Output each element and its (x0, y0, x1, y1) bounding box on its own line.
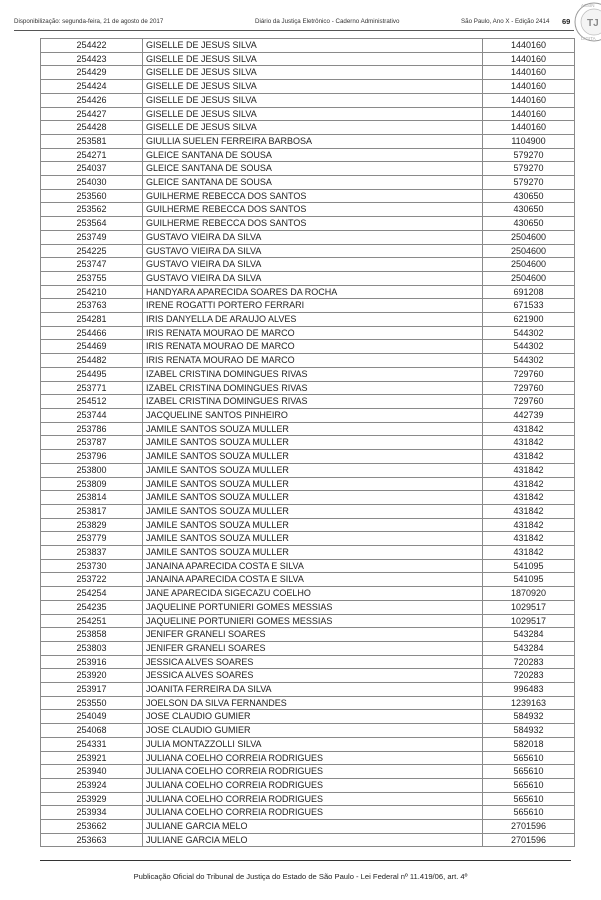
table-row (41, 203, 575, 217)
row-code: 254428 (41, 121, 143, 135)
table-row (41, 299, 575, 313)
row-name: GISELLE DE JESUS SILVA (143, 52, 483, 66)
row-value: 1440160 (483, 93, 575, 107)
row-value: 691208 (483, 285, 575, 299)
row-value: 431842 (483, 463, 575, 477)
row-code: 253662 (41, 820, 143, 834)
row-code: 254235 (41, 600, 143, 614)
table-row (41, 655, 575, 669)
table-row (41, 52, 575, 66)
row-name: JANE APARECIDA SIGECAZU COELHO (143, 587, 483, 601)
row-code: 254429 (41, 66, 143, 80)
row-name: JESSICA ALVES SOARES (143, 669, 483, 683)
table-row (41, 833, 575, 847)
row-code: 253663 (41, 833, 143, 847)
row-value: 579270 (483, 176, 575, 190)
row-code: 253829 (41, 518, 143, 532)
row-code: 254466 (41, 326, 143, 340)
table-row (41, 326, 575, 340)
row-value: 543284 (483, 641, 575, 655)
row-name: JAQUELINE PORTUNIERI GOMES MESSIAS (143, 600, 483, 614)
row-code: 254482 (41, 354, 143, 368)
row-code: 253744 (41, 408, 143, 422)
row-value: 430650 (483, 217, 575, 231)
row-name: JAMILE SANTOS SOUZA MULLER (143, 518, 483, 532)
row-name: GISELLE DE JESUS SILVA (143, 39, 483, 53)
row-value: 1029517 (483, 600, 575, 614)
table-row (41, 422, 575, 436)
row-code: 253747 (41, 258, 143, 272)
row-value: 431842 (483, 546, 575, 560)
row-name: JAMILE SANTOS SOUZA MULLER (143, 546, 483, 560)
page-number: 69 (562, 17, 571, 26)
row-name: GUSTAVO VIEIRA DA SILVA (143, 230, 483, 244)
row-code: 253722 (41, 573, 143, 587)
table-row (41, 504, 575, 518)
table-row (41, 436, 575, 450)
row-code: 253786 (41, 422, 143, 436)
row-value: 671533 (483, 299, 575, 313)
row-name: GUSTAVO VIEIRA DA SILVA (143, 271, 483, 285)
row-name: JACQUELINE SANTOS PINHEIRO (143, 408, 483, 422)
table-row (41, 614, 575, 628)
row-value: 2504600 (483, 258, 575, 272)
row-name: IRIS RENATA MOURAO DE MARCO (143, 354, 483, 368)
row-value: 1440160 (483, 66, 575, 80)
row-value: 431842 (483, 504, 575, 518)
row-code: 253934 (41, 806, 143, 820)
row-value: 431842 (483, 518, 575, 532)
row-name: JAMILE SANTOS SOUZA MULLER (143, 491, 483, 505)
row-code: 253803 (41, 641, 143, 655)
footer-divider (40, 860, 571, 861)
row-code: 253771 (41, 381, 143, 395)
table-row (41, 820, 575, 834)
table-row (41, 80, 575, 94)
row-value: 621900 (483, 313, 575, 327)
row-code: 254049 (41, 710, 143, 724)
table-row (41, 395, 575, 409)
row-value: 2504600 (483, 271, 575, 285)
table-row (41, 66, 575, 80)
table-row (41, 121, 575, 135)
row-code: 253800 (41, 463, 143, 477)
row-code: 253929 (41, 792, 143, 806)
row-name: JULIANE GARCIA MELO (143, 833, 483, 847)
row-name: IRIS RENATA MOURAO DE MARCO (143, 340, 483, 354)
table-row (41, 107, 575, 121)
row-name: JESSICA ALVES SOARES (143, 655, 483, 669)
table-row (41, 778, 575, 792)
row-code: 253921 (41, 751, 143, 765)
row-code: 253817 (41, 504, 143, 518)
row-name: JENIFER GRANELI SOARES (143, 628, 483, 642)
table-row (41, 532, 575, 546)
row-name: JAMILE SANTOS SOUZA MULLER (143, 477, 483, 491)
row-code: 254331 (41, 737, 143, 751)
table-row (41, 176, 575, 190)
row-value: 431842 (483, 436, 575, 450)
row-code: 254068 (41, 724, 143, 738)
row-name: JOSE CLAUDIO GUMIER (143, 710, 483, 724)
row-value: 544302 (483, 340, 575, 354)
row-name: JANAINA APARECIDA COSTA E SILVA (143, 559, 483, 573)
row-name: IRENE ROGATTI PORTERO FERRARI (143, 299, 483, 313)
row-value: 720283 (483, 669, 575, 683)
row-code: 253749 (41, 230, 143, 244)
row-value: 541095 (483, 559, 575, 573)
page-header (0, 0, 601, 30)
row-code: 254427 (41, 107, 143, 121)
row-code: 254251 (41, 614, 143, 628)
row-code: 254423 (41, 52, 143, 66)
row-code: 253581 (41, 134, 143, 148)
row-value: 544302 (483, 326, 575, 340)
table-row (41, 724, 575, 738)
row-code: 253924 (41, 778, 143, 792)
table-row (41, 491, 575, 505)
row-value: 565610 (483, 806, 575, 820)
row-name: JAMILE SANTOS SOUZA MULLER (143, 436, 483, 450)
row-code: 254495 (41, 367, 143, 381)
row-name: GUILHERME REBECCA DOS SANTOS (143, 203, 483, 217)
table-row (41, 559, 575, 573)
seal-top-text: ASSIN (581, 3, 595, 8)
table-row (41, 669, 575, 683)
table-row (41, 628, 575, 642)
table-row (41, 765, 575, 779)
row-name: IRIS RENATA MOURAO DE MARCO (143, 326, 483, 340)
row-code: 254030 (41, 176, 143, 190)
row-name: IRIS DANYELLA DE ARAUJO ALVES (143, 313, 483, 327)
row-name: JOSE CLAUDIO GUMIER (143, 724, 483, 738)
row-name: JULIANA COELHO CORREIA RODRIGUES (143, 778, 483, 792)
row-value: 543284 (483, 628, 575, 642)
publication-date: Disponibilização: segunda-feira, 21 de agosto de 2017 (14, 18, 164, 25)
table-row (41, 162, 575, 176)
records-table-body (41, 39, 575, 847)
row-name: GLEICE SANTANA DE SOUSA (143, 148, 483, 162)
table-row (41, 806, 575, 820)
row-name: JULIANA COELHO CORREIA RODRIGUES (143, 751, 483, 765)
table-row (41, 354, 575, 368)
row-name: IZABEL CRISTINA DOMINGUES RIVAS (143, 395, 483, 409)
row-value: 1029517 (483, 614, 575, 628)
table-row (41, 271, 575, 285)
row-value: 579270 (483, 162, 575, 176)
row-value: 431842 (483, 477, 575, 491)
row-name: JAMILE SANTOS SOUZA MULLER (143, 532, 483, 546)
table-row (41, 600, 575, 614)
row-value: 579270 (483, 148, 575, 162)
row-code: 253550 (41, 696, 143, 710)
table-row (41, 477, 575, 491)
row-value: 1104900 (483, 134, 575, 148)
row-value: 729760 (483, 381, 575, 395)
row-name: IZABEL CRISTINA DOMINGUES RIVAS (143, 367, 483, 381)
row-value: 584932 (483, 724, 575, 738)
row-code: 253562 (41, 203, 143, 217)
row-name: GUILHERME REBECCA DOS SANTOS (143, 189, 483, 203)
row-code: 253755 (41, 271, 143, 285)
table-row (41, 189, 575, 203)
row-name: JAMILE SANTOS SOUZA MULLER (143, 463, 483, 477)
row-code: 254422 (41, 39, 143, 53)
table-row (41, 367, 575, 381)
row-code: 253917 (41, 683, 143, 697)
row-value: 565610 (483, 751, 575, 765)
table-row (41, 39, 575, 53)
row-value: 565610 (483, 792, 575, 806)
row-code: 254271 (41, 148, 143, 162)
row-code: 254424 (41, 80, 143, 94)
row-name: JAMILE SANTOS SOUZA MULLER (143, 450, 483, 464)
row-value: 720283 (483, 655, 575, 669)
row-value: 442739 (483, 408, 575, 422)
row-value: 729760 (483, 367, 575, 381)
row-code: 253814 (41, 491, 143, 505)
row-code: 253837 (41, 546, 143, 560)
row-value: 431842 (483, 422, 575, 436)
row-value: 1870920 (483, 587, 575, 601)
row-code: 253796 (41, 450, 143, 464)
page-footer: Publicação Oficial do Tribunal de Justiça do Estado de São Paulo - Lei Federal nº 11.419/06, art. 4º (133, 872, 468, 881)
row-name: GUILHERME REBECCA DOS SANTOS (143, 217, 483, 231)
row-code: 253763 (41, 299, 143, 313)
seal-bottom-text: DIGITA (581, 36, 596, 41)
row-name: JOANITA FERREIRA DA SILVA (143, 683, 483, 697)
row-name: JULIA MONTAZZOLLI SILVA (143, 737, 483, 751)
table-row (41, 463, 575, 477)
row-name: GISELLE DE JESUS SILVA (143, 80, 483, 94)
row-name: GLEICE SANTANA DE SOUSA (143, 162, 483, 176)
row-value: 431842 (483, 532, 575, 546)
row-name: JULIANA COELHO CORREIA RODRIGUES (143, 765, 483, 779)
row-value: 2504600 (483, 230, 575, 244)
row-value: 1440160 (483, 121, 575, 135)
table-row (41, 244, 575, 258)
table-row (41, 230, 575, 244)
row-name: GIULLIA SUELEN FERREIRA BARBOSA (143, 134, 483, 148)
row-name: JAMILE SANTOS SOUZA MULLER (143, 504, 483, 518)
row-code: 253858 (41, 628, 143, 642)
table-row (41, 792, 575, 806)
row-name: JAQUELINE PORTUNIERI GOMES MESSIAS (143, 614, 483, 628)
edition-info: São Paulo, Ano X - Edição 2414 (461, 18, 550, 25)
row-value: 584932 (483, 710, 575, 724)
table-row (41, 710, 575, 724)
table-row (41, 313, 575, 327)
table-row (41, 641, 575, 655)
row-value: 430650 (483, 203, 575, 217)
row-code: 253730 (41, 559, 143, 573)
table-row (41, 134, 575, 148)
table-row (41, 546, 575, 560)
row-code: 254426 (41, 93, 143, 107)
row-code: 254210 (41, 285, 143, 299)
row-value: 996483 (483, 683, 575, 697)
row-value: 1239163 (483, 696, 575, 710)
table-row (41, 285, 575, 299)
row-name: JULIANA COELHO CORREIA RODRIGUES (143, 792, 483, 806)
table-row (41, 518, 575, 532)
table-row (41, 381, 575, 395)
row-code: 253940 (41, 765, 143, 779)
row-code: 254281 (41, 313, 143, 327)
row-code: 253920 (41, 669, 143, 683)
row-name: GLEICE SANTANA DE SOUSA (143, 176, 483, 190)
records-table (40, 38, 575, 847)
row-name: GISELLE DE JESUS SILVA (143, 93, 483, 107)
row-value: 431842 (483, 491, 575, 505)
row-value: 565610 (483, 765, 575, 779)
table-row (41, 450, 575, 464)
table-row (41, 217, 575, 231)
row-value: 544302 (483, 354, 575, 368)
table-row (41, 683, 575, 697)
row-code: 253564 (41, 217, 143, 231)
table-row (41, 751, 575, 765)
table-row (41, 93, 575, 107)
header-divider (14, 30, 574, 31)
row-name: GUSTAVO VIEIRA DA SILVA (143, 244, 483, 258)
row-value: 430650 (483, 189, 575, 203)
row-name: GISELLE DE JESUS SILVA (143, 66, 483, 80)
row-name: GISELLE DE JESUS SILVA (143, 121, 483, 135)
row-code: 254254 (41, 587, 143, 601)
row-value: 565610 (483, 778, 575, 792)
row-name: IZABEL CRISTINA DOMINGUES RIVAS (143, 381, 483, 395)
row-value: 582018 (483, 737, 575, 751)
table-row (41, 696, 575, 710)
journal-title: Diário da Justiça Eletrônico - Caderno Administrativo (255, 18, 400, 25)
row-value: 2701596 (483, 833, 575, 847)
digital-signature-seal-icon (572, 0, 601, 44)
row-code: 254469 (41, 340, 143, 354)
row-name: HANDYARA APARECIDA SOARES DA ROCHA (143, 285, 483, 299)
row-name: JOELSON DA SILVA FERNANDES (143, 696, 483, 710)
row-value: 2701596 (483, 820, 575, 834)
table-row (41, 258, 575, 272)
row-code: 253779 (41, 532, 143, 546)
table-row (41, 737, 575, 751)
row-value: 1440160 (483, 39, 575, 53)
row-code: 253916 (41, 655, 143, 669)
row-code: 254225 (41, 244, 143, 258)
row-value: 2504600 (483, 244, 575, 258)
row-code: 254512 (41, 395, 143, 409)
row-name: GUSTAVO VIEIRA DA SILVA (143, 258, 483, 272)
table-row (41, 148, 575, 162)
table-row (41, 408, 575, 422)
row-value: 729760 (483, 395, 575, 409)
row-value: 541095 (483, 573, 575, 587)
row-code: 253809 (41, 477, 143, 491)
table-row (41, 340, 575, 354)
row-name: JAMILE SANTOS SOUZA MULLER (143, 422, 483, 436)
table-row (41, 573, 575, 587)
row-name: JULIANE GARCIA MELO (143, 820, 483, 834)
row-value: 1440160 (483, 52, 575, 66)
row-name: JENIFER GRANELI SOARES (143, 641, 483, 655)
row-value: 431842 (483, 450, 575, 464)
row-name: JULIANA COELHO CORREIA RODRIGUES (143, 806, 483, 820)
row-code: 253560 (41, 189, 143, 203)
row-value: 1440160 (483, 80, 575, 94)
seal-label: TJ (587, 18, 599, 29)
row-code: 254037 (41, 162, 143, 176)
row-code: 253787 (41, 436, 143, 450)
table-row (41, 587, 575, 601)
row-name: JANAINA APARECIDA COSTA E SILVA (143, 573, 483, 587)
row-value: 1440160 (483, 107, 575, 121)
row-name: GISELLE DE JESUS SILVA (143, 107, 483, 121)
